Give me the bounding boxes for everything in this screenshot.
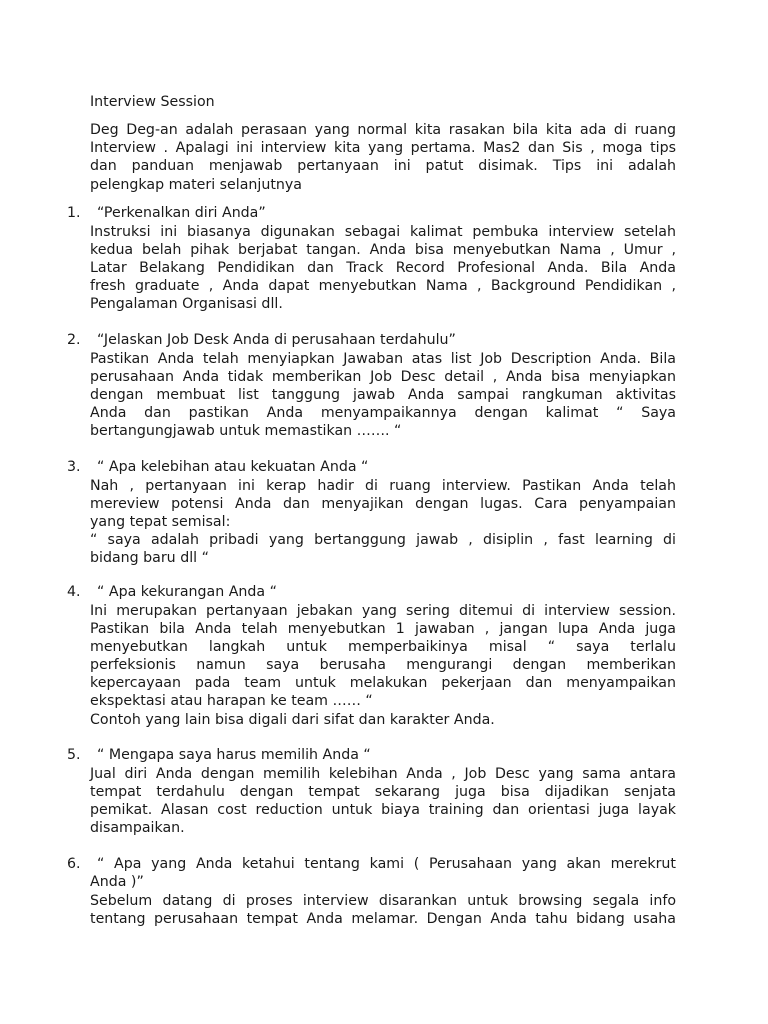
answer-line: Anda dan pastikan Anda menyampaikannya dengan kalimat “ Saya [90, 405, 676, 422]
intro-paragraph [90, 121, 676, 194]
answer-line: perfeksionis namun saya berusaha mengurangi dengan memberikan [90, 657, 676, 674]
answer-line: disampaikan. [90, 820, 185, 837]
item-question: “Perkenalkan diri Anda” [97, 205, 266, 221]
answer-line: kepercayaan pada team untuk melakukan pekerjaan dan menyampaikan [90, 675, 676, 692]
item-answer [90, 477, 676, 568]
item-number: 5. [67, 747, 81, 763]
answer-line: bidang baru dll “ [90, 550, 209, 567]
document-title: Interview Session [90, 94, 215, 110]
answer-line: Instruksi ini biasanya digunakan sebagai kalimat pembuka interview setelah [90, 223, 676, 240]
item-number: 6. [67, 856, 81, 872]
answer-line: mereview potensi Anda dan menyajikan dengan lugas. Cara penyampaian [90, 495, 676, 512]
answer-line: dengan membuat list tanggung jawab Anda sampai rangkuman aktivitas [90, 386, 676, 403]
item-number: 1. [67, 205, 81, 221]
answer-line: ekspektasi atau harapan ke team …… “ [90, 693, 373, 710]
answer-line: pemikat. Alasan cost reduction untuk biaya training dan orientasi juga layak [90, 801, 676, 818]
item-question: “ Mengapa saya harus memilih Anda “ [97, 747, 371, 763]
answer-line: Contoh yang lain bisa digali dari sifat dan karakter Anda. [90, 711, 495, 728]
answer-line: Pengalaman Organisasi dll. [90, 296, 283, 313]
item-question: “Jelaskan Job Desk Anda di perusahaan terdahulu” [97, 332, 456, 348]
item-answer [90, 602, 676, 729]
item-question: “ Apa kelebihan atau kekuatan Anda “ [97, 459, 369, 475]
question-line: Anda )” [90, 874, 144, 891]
intro-line: dan panduan menjawab pertanyaan ini patut disimak. Tips ini adalah [90, 158, 676, 175]
answer-line: kedua belah pihak berjabat tangan. Anda bisa menyebutkan Nama , Umur , [90, 241, 676, 258]
answer-line: tempat terdahulu dengan tempat sekarang juga bisa dijadikan senjata [90, 783, 676, 800]
item-number: 3. [67, 459, 81, 475]
answer-line: yang tepat semisal: [90, 513, 231, 530]
item-answer [90, 765, 676, 838]
intro-line: Interview . Apalagi ini interview kita yang pertama. Mas2 dan Sis , moga tips [90, 140, 676, 157]
answer-line: Pastikan bila Anda telah menyebutkan 1 jawaban , jangan lupa Anda juga [90, 620, 676, 637]
answer-line: Ini merupakan pertanyaan jebakan yang sering ditemui di interview session. [90, 602, 676, 619]
answer-line: Pastikan Anda telah menyiapkan Jawaban atas list Job Description Anda. Bila [90, 350, 676, 367]
item-answer [90, 350, 676, 441]
answer-line: bertangungjawab untuk memastikan ……. “ [90, 423, 402, 440]
item-answer [90, 892, 676, 928]
answer-line: Nah , pertanyaan ini kerap hadir di ruang interview. Pastikan Anda telah [90, 477, 676, 494]
item-number: 4. [67, 584, 81, 600]
answer-line: tentang perusahaan tempat Anda melamar. Dengan Anda tahu bidang usaha [90, 910, 676, 927]
answer-line: Latar Belakang Pendidikan dan Track Record Profesional Anda. Bila Anda [90, 259, 676, 276]
question-line: “ Apa yang Anda ketahui tentang kami ( Perusahaan yang akan merekrut [97, 856, 676, 872]
answer-line: perusahaan Anda tidak memberikan Job Desc detail , Anda bisa menyiapkan [90, 368, 676, 385]
item-question [90, 855, 676, 891]
answer-line: Sebelum datang di proses interview disarankan untuk browsing segala info [90, 892, 676, 909]
answer-line: Jual diri Anda dengan memilih kelebihan Anda , Job Desc yang sama antara [90, 765, 676, 782]
answer-line: menyebutkan langkah untuk memperbaikinya misal “ saya terlalu [90, 638, 676, 655]
answer-line: fresh graduate , Anda dapat menyebutkan Nama , Background Pendidikan , [90, 278, 676, 295]
item-question: “ Apa kekurangan Anda “ [97, 584, 277, 600]
item-answer [90, 223, 676, 314]
item-number: 2. [67, 332, 81, 348]
intro-line: Deg Deg-an adalah perasaan yang normal kita rasakan bila kita ada di ruang [90, 122, 676, 138]
intro-line: pelengkap materi selanjutnya [90, 176, 302, 193]
answer-line: “ saya adalah pribadi yang bertanggung jawab , disiplin , fast learning di [90, 532, 676, 549]
